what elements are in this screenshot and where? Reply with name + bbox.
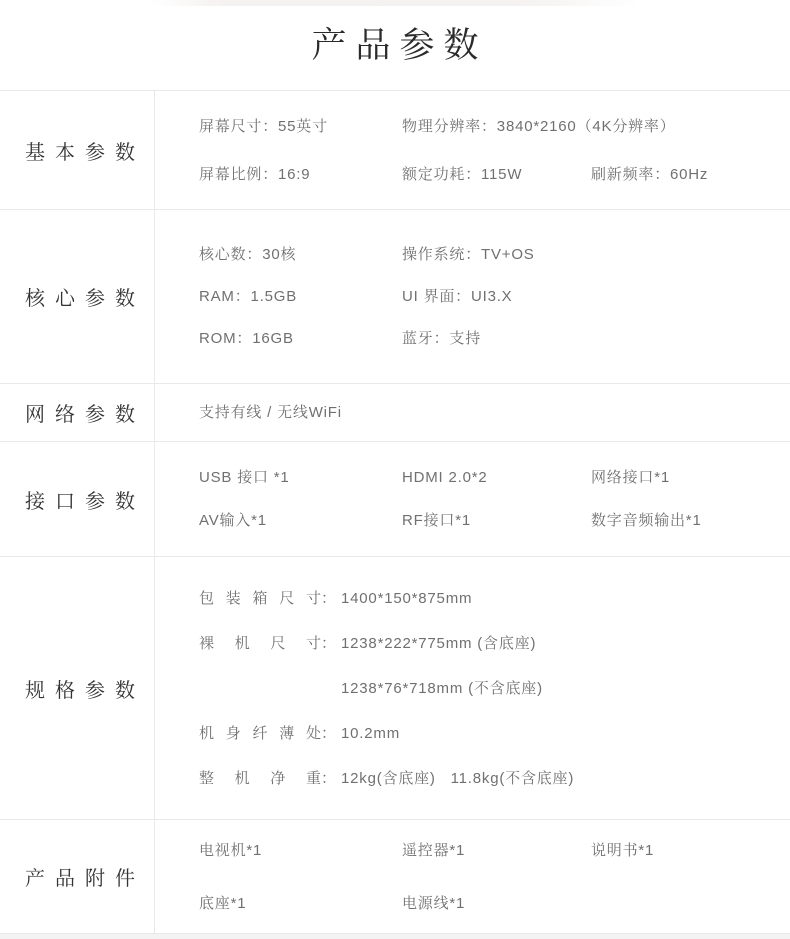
spec-item-ethernet: 网络接口*1 xyxy=(591,469,670,486)
accessory-empty xyxy=(591,893,790,914)
spec-value-thinnest: 10.2mm xyxy=(341,724,400,742)
section-content-size xyxy=(155,557,790,819)
spec-row xyxy=(199,402,790,423)
spec-colon: ： xyxy=(321,769,337,787)
accessory-stand: 底座*1 xyxy=(199,894,247,912)
spec-item-resolution: 物理分辨率：3840*2160（4K分辨率） xyxy=(402,117,676,135)
spec-value-bare-size-no-stand: 1238*76*718mm (不含底座) xyxy=(341,679,543,697)
spec-value-bare-size-with-stand: 1238*222*775mm (含底座) xyxy=(341,634,537,652)
spec-label-net-weight: 整机净重 xyxy=(199,769,321,787)
section-interface-params xyxy=(0,442,790,557)
spec-row xyxy=(199,678,790,699)
spec-item-aspect-ratio: 屏幕比例：16:9 xyxy=(199,165,311,183)
spec-label-bare-size: 裸机尺寸 xyxy=(199,634,321,652)
spec-item-screen-size: 屏幕尺寸：55英寸 xyxy=(199,117,328,135)
section-label-basic: 基本参数 xyxy=(0,91,155,209)
accessory-remote: 遥控器*1 xyxy=(402,841,466,859)
spec-row xyxy=(199,768,790,789)
accessory-power-cord: 电源线*1 xyxy=(402,894,466,912)
spec-colon: ： xyxy=(321,724,337,742)
spec-row xyxy=(199,588,790,609)
section-size-params xyxy=(0,557,790,820)
section-core-params xyxy=(0,210,790,384)
spec-item-rated-power: 额定功耗：115W xyxy=(402,165,523,183)
section-label-size: 规格参数 xyxy=(0,557,155,819)
spec-row xyxy=(199,244,790,265)
section-accessories xyxy=(0,820,790,934)
spec-item-network-support: 支持有线 / 无线WiFi xyxy=(199,404,342,421)
spec-item-rom: ROM：16GB xyxy=(199,330,294,347)
spec-row xyxy=(199,633,790,654)
spec-item-refresh-rate: 刷新频率：60Hz xyxy=(591,165,709,183)
section-content-core xyxy=(155,210,790,383)
spec-item-ram: RAM：1.5GB xyxy=(199,288,298,305)
spec-colon: ： xyxy=(321,634,337,652)
spec-label-thinnest: 机身纤薄处 xyxy=(199,724,321,742)
spec-item-ui: UI 界面：UI3.X xyxy=(402,288,513,305)
spec-row xyxy=(199,328,790,349)
spec-row xyxy=(199,116,790,137)
spec-colon: ： xyxy=(321,589,337,607)
section-basic-params xyxy=(0,91,790,210)
spec-item-av-input: AV输入*1 xyxy=(199,512,267,529)
section-content-network xyxy=(155,384,790,441)
spec-item-bluetooth: 蓝牙：支持 xyxy=(402,330,482,347)
spec-item-digital-audio: 数字音频输出*1 xyxy=(591,512,702,529)
spec-item-core-count: 核心数：30核 xyxy=(199,246,297,263)
spec-row xyxy=(199,840,790,861)
section-content-accessories xyxy=(155,820,790,933)
section-label-interface: 接口参数 xyxy=(0,442,155,556)
spec-row xyxy=(199,286,790,307)
section-label-core: 核心参数 xyxy=(0,210,155,383)
spec-row xyxy=(199,164,790,185)
accessory-manual: 说明书*1 xyxy=(591,841,655,859)
spec-item-hdmi: HDMI 2.0*2 xyxy=(402,469,488,486)
spec-item-rf: RF接口*1 xyxy=(402,512,471,529)
bottom-strip xyxy=(0,934,790,939)
spec-value-package-size: 1400*150*875mm xyxy=(341,589,473,607)
section-label-network: 网络参数 xyxy=(0,384,155,441)
spec-label-package-size: 包装箱尺寸 xyxy=(199,589,321,607)
spec-value-net-weight: 12kg(含底座) 11.8kg(不含底座) xyxy=(341,769,575,787)
spec-row xyxy=(199,467,790,488)
spec-row xyxy=(199,510,790,531)
spec-item-usb: USB 接口 *1 xyxy=(199,469,290,486)
section-content-interface xyxy=(155,442,790,556)
section-label-accessories: 产品附件 xyxy=(0,820,155,933)
section-network-params xyxy=(0,384,790,442)
page-title: 产品参数 xyxy=(311,25,488,65)
spec-item-os: 操作系统：TV+OS xyxy=(402,246,535,263)
title-bar xyxy=(0,0,790,91)
section-content-basic xyxy=(155,91,790,209)
accessory-tv: 电视机*1 xyxy=(199,841,263,859)
spec-row xyxy=(199,723,790,744)
spec-row xyxy=(199,893,790,914)
